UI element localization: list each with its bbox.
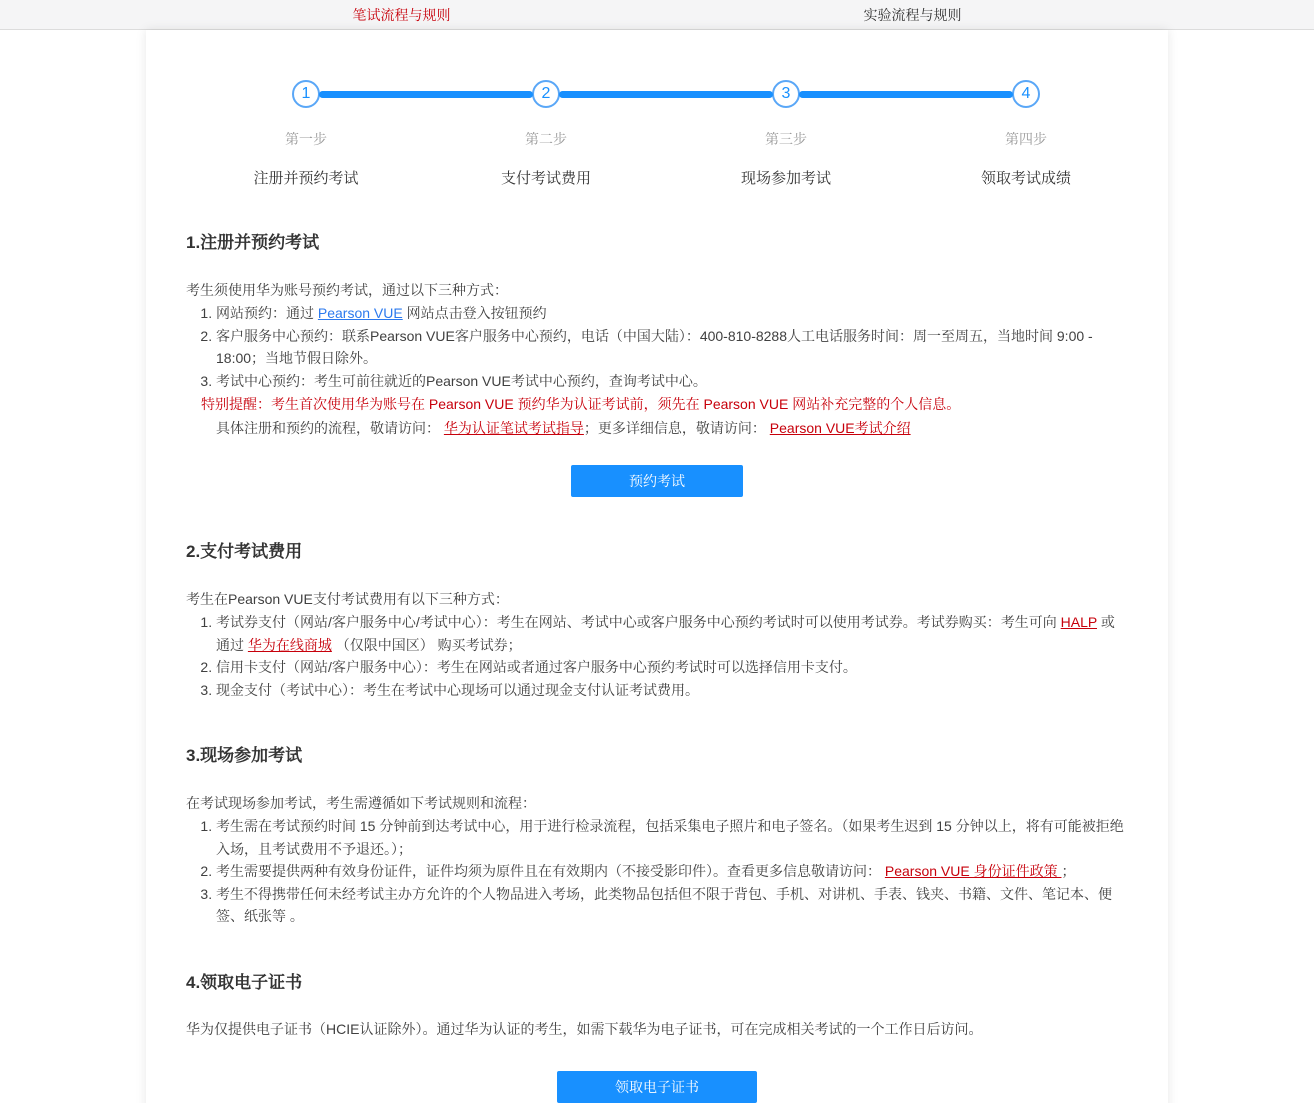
section3-heading: 3.现场参加考试 [186, 746, 303, 765]
section2-list [186, 611, 1128, 701]
list-item [216, 679, 1128, 702]
top-tab-bar-inner [146, 0, 1168, 29]
list-item [216, 302, 1128, 325]
pearson-vue-exam-intro-link[interactable]: Pearson VUE考试介绍 [769, 419, 911, 436]
section1-guide-pre: 具体注册和预约的流程，敬请访问： [216, 419, 444, 436]
section1-item2: 客户服务中心预约：联系Pearson VUE客户服务中心预约，电话（中国大陆）：400-810-8288人工电话服务时间：周一至周五，当地时间 9:00 - 18:00；当地节假日除外。 [216, 327, 1093, 366]
section4-button-wrap [186, 1071, 1128, 1103]
section3-item2-post: ； [1061, 863, 1076, 879]
list-item [216, 370, 1128, 393]
step-title-2: 支付考试费用 [500, 170, 591, 187]
section1-guide-line [216, 417, 1128, 440]
section3-item2-pre: 考生需要提供两种有效身份证件，证件均须为原件且在有效期内（不接受影印件）。查看更多信息敬请访问： [216, 863, 885, 879]
section1-item3: 考试中心预约：考生可前往就近的Pearson VUE考试中心预约，查询考试中心。 [216, 372, 707, 389]
stepper-labels-row [186, 129, 1146, 149]
list-item [216, 860, 1128, 883]
tab-written-exam-process[interactable]: 笔试流程与规则 [352, 6, 451, 23]
stepper-circles-row [186, 80, 1146, 108]
section1-item1-post: 网站点击登入按钮预约 [402, 305, 547, 321]
section2-item1-post: （仅限中国区） 购买考试券； [331, 636, 522, 653]
section3-list [186, 815, 1128, 928]
section4-heading: 4.领取电子证书 [186, 972, 303, 992]
list-item [216, 656, 1128, 679]
section3-item3: 考生不得携带任何未经考试主办方允许的个人物品进入考场，此类物品包括但不限于背包、手机、对讲机、手表、钱夹、书籍、文件、笔记本、便签、纸张等 。 [216, 885, 1112, 924]
step-title-4: 领取考试成绩 [980, 170, 1071, 187]
step-circle-3: 3 [772, 80, 800, 108]
section2-item2: 信用卡支付（网站/客户服务中心）：考生在网站或者通过客户服务中心预约考试时可以选择信用卡支付。 [216, 659, 857, 675]
step-label-4: 第四步 [1005, 131, 1047, 147]
step-label-2: 第二步 [525, 131, 567, 147]
section1-item1-pre: 网站预约：通过 [216, 305, 318, 321]
step-connector-line-3 [799, 91, 1013, 98]
section4-body-text: 华为仅提供电子证书（HCIE认证除外）。通过华为认证的考生，如需下载华为电子证书，可在完成相关考试的一个工作日后访问。 [186, 1021, 983, 1037]
step-connector-line-2 [559, 91, 773, 98]
section2-intro: 考生在Pearson VUE支付考试费用有以下三种方式： [186, 590, 509, 607]
main-content-card [146, 30, 1168, 1103]
section1-intro: 考生须使用华为账号预约考试，通过以下三种方式： [186, 281, 508, 298]
step-title-1: 注册并预约考试 [253, 170, 359, 187]
list-item [216, 883, 1128, 928]
list-item [216, 815, 1128, 860]
step-circle-4: 4 [1012, 80, 1040, 108]
halp-link[interactable]: HALP [1060, 614, 1097, 630]
stepper-titles-row [186, 167, 1146, 188]
get-ecertificate-button[interactable]: 领取电子证书 [557, 1071, 757, 1103]
section2-item3: 现金支付（考试中心）：考生在考试中心现场可以通过现金支付认证考试费用。 [216, 681, 699, 698]
section3-intro: 在考试现场参加考试，考生需遵循如下考试规则和流程： [186, 794, 536, 811]
id-policy-link[interactable]: Pearson VUE 身份证件政策 [884, 863, 1062, 879]
step-label-3: 第三步 [765, 131, 807, 147]
section3-item1: 考生需在考试预约时间 15 分钟前到达考试中心，用于进行检录流程，包括采集电子照片和电子签名。（如果考生迟到 15 分钟以上，将有可能被拒绝入场，且考试费用不予退还。）； [216, 818, 1124, 857]
book-exam-button[interactable]: 预约考试 [571, 465, 743, 497]
step-circle-2: 2 [532, 80, 560, 108]
step-circle-1: 1 [292, 80, 320, 108]
huawei-online-store-link[interactable]: 华为在线商城 [247, 636, 332, 653]
step-title-3: 现场参加考试 [740, 170, 831, 187]
pearson-vue-link[interactable]: Pearson VUE [317, 305, 403, 321]
list-item [216, 325, 1128, 370]
section2-item1-pre: 考试券支付（网站/客户服务中心/考试中心）：考生在网站、考试中心或客户服务中心预约考试时可以使用考试券。考试券购买：考生可向 [216, 614, 1061, 630]
list-item [216, 611, 1128, 656]
top-tab-bar [0, 0, 1314, 30]
section2-heading: 2.支付考试费用 [186, 542, 303, 561]
tab-lab-exam-process[interactable]: 实验流程与规则 [863, 6, 962, 23]
section1-guide-mid: ；更多详细信息，敬请访问： [583, 419, 770, 436]
section1-list [186, 302, 1128, 392]
section1-button-wrap [186, 465, 1128, 497]
step-label-1: 第一步 [285, 131, 327, 147]
special-reminder-text: 特别提醒：考生首次使用华为账号在 Pearson VUE 预约华为认证考试前，须先在 Pearson VUE 网站补充完整的个人信息。 [201, 396, 961, 412]
rules-content [186, 232, 1128, 1103]
step-connector-line-1 [319, 91, 533, 98]
written-exam-guide-link[interactable]: 华为认证笔试考试指导 [443, 419, 584, 436]
process-stepper [186, 80, 1146, 188]
section2-item1-mid: 或通过 [216, 614, 1115, 653]
section1-heading: 1.注册并预约考试 [186, 233, 320, 252]
